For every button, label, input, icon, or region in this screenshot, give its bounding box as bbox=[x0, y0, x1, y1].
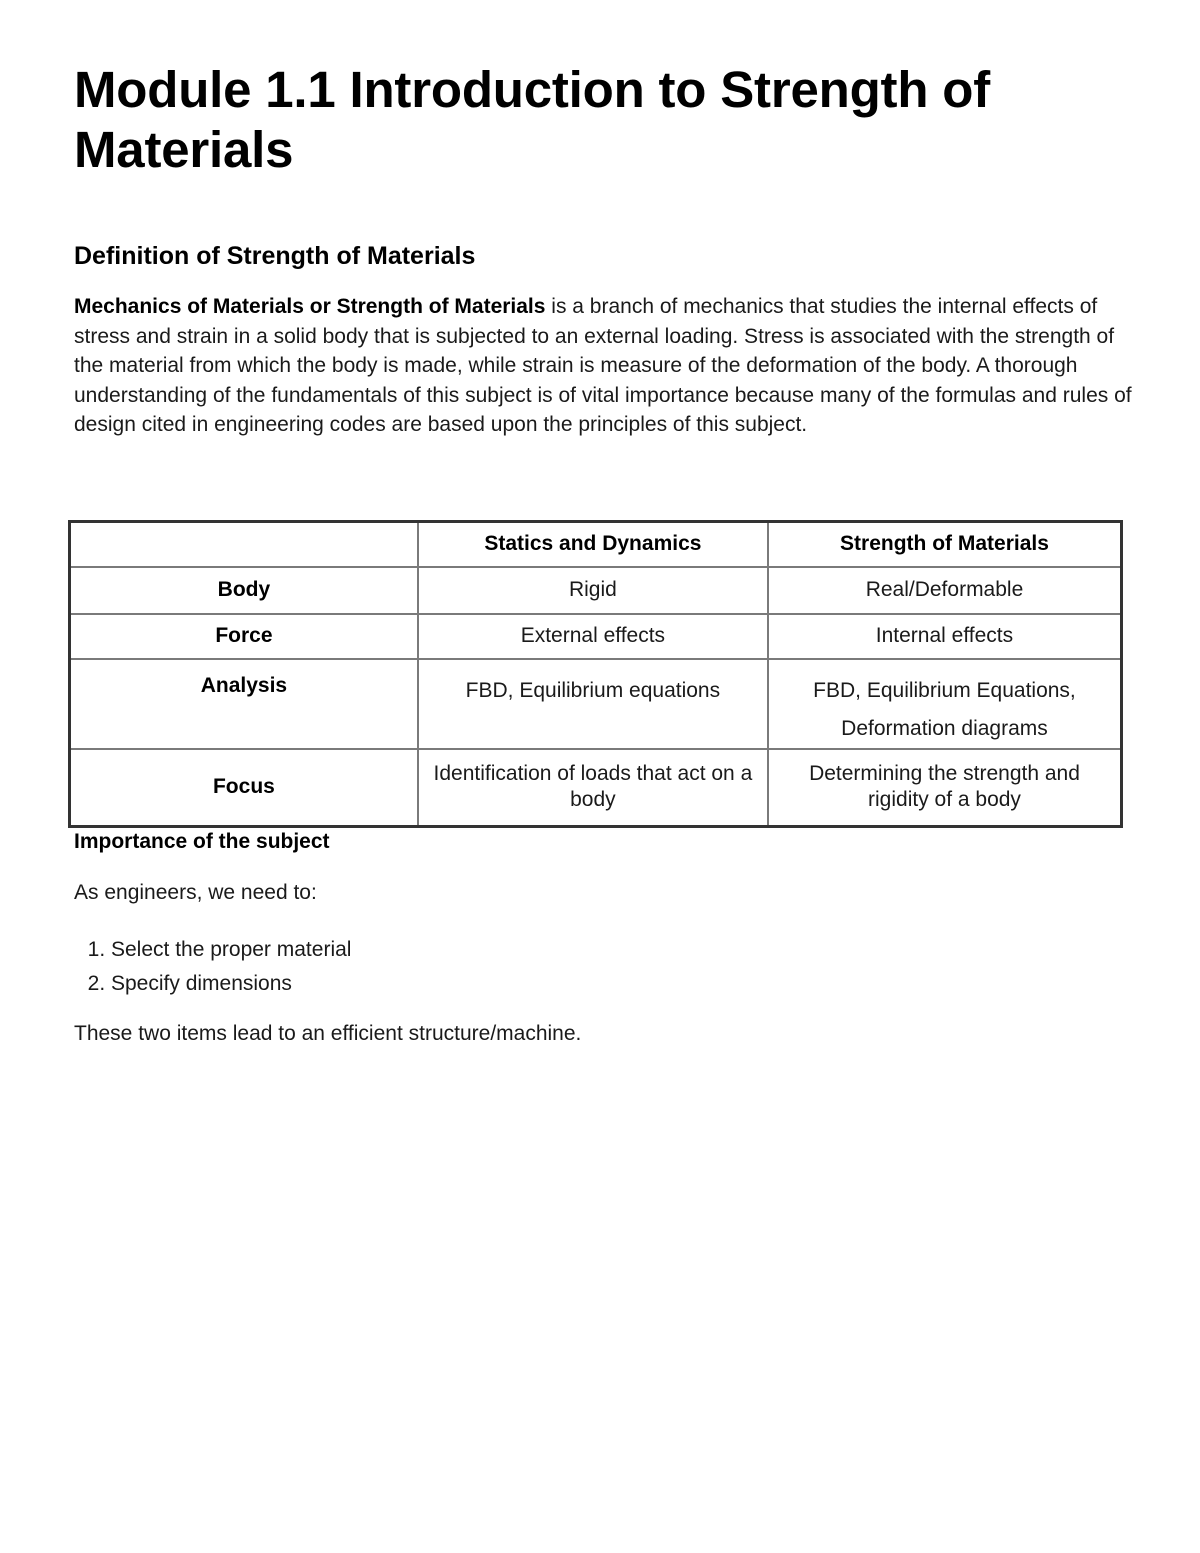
page-title: Module 1.1 Introduction to Strength of Materials bbox=[74, 61, 990, 178]
table-header-row bbox=[70, 522, 1122, 567]
cell-strength-analysis: FBD, Equilibrium Equations, Deformation diagrams bbox=[768, 659, 1122, 749]
table-row bbox=[70, 614, 1122, 659]
table-header-statics: Statics and Dynamics bbox=[418, 522, 768, 567]
cell-statics-focus: Identification of loads that act on a body bbox=[418, 749, 768, 827]
row-label-force: Force bbox=[70, 614, 418, 659]
table-header-strength: Strength of Materials bbox=[768, 522, 1122, 567]
list-item: 2. Specify dimensions bbox=[111, 967, 351, 1001]
table-row bbox=[70, 567, 1122, 614]
row-label-body: Body bbox=[70, 567, 418, 614]
definition-body: is a branch of mechanics that studies the internal effects of stress and strain in a solid body that is subjected to an external loading. Stress is associated with the strength of the material from which the body is made, while strain is measure of the deformation of the body. A thorough understanding of the fundamentals of this subject is of vital importance because many of the formulas and rules of design cited in engineering codes are based upon the principles of this subject. bbox=[74, 295, 1132, 436]
definition-heading: Definition of Strength of Materials bbox=[74, 242, 476, 270]
cell-statics-analysis: FBD, Equilibrium equations bbox=[418, 659, 768, 749]
cell-strength-body: Real/Deformable bbox=[768, 567, 1122, 614]
row-label-analysis: Analysis bbox=[70, 659, 418, 749]
importance-conclusion: These two items lead to an efficient structure/machine. bbox=[74, 1022, 582, 1045]
table-row bbox=[70, 659, 1122, 749]
cell-statics-body: Rigid bbox=[418, 567, 768, 614]
cell-statics-force: External effects bbox=[418, 614, 768, 659]
definition-paragraph bbox=[74, 292, 1134, 440]
cell-strength-focus: Determining the strength and rigidity of a body bbox=[768, 749, 1122, 827]
row-label-focus: Focus bbox=[70, 749, 418, 827]
importance-heading: Importance of the subject bbox=[74, 830, 330, 853]
table-row bbox=[70, 749, 1122, 827]
cell-strength-force: Internal effects bbox=[768, 614, 1122, 659]
needs-list bbox=[74, 933, 351, 1001]
table-header-empty bbox=[70, 522, 418, 567]
importance-intro: As engineers, we need to: bbox=[74, 881, 317, 904]
definition-term: Mechanics of Materials or Strength of Materials bbox=[74, 295, 546, 318]
comparison-table bbox=[68, 520, 1123, 828]
list-item: 1. Select the proper material bbox=[111, 933, 351, 967]
